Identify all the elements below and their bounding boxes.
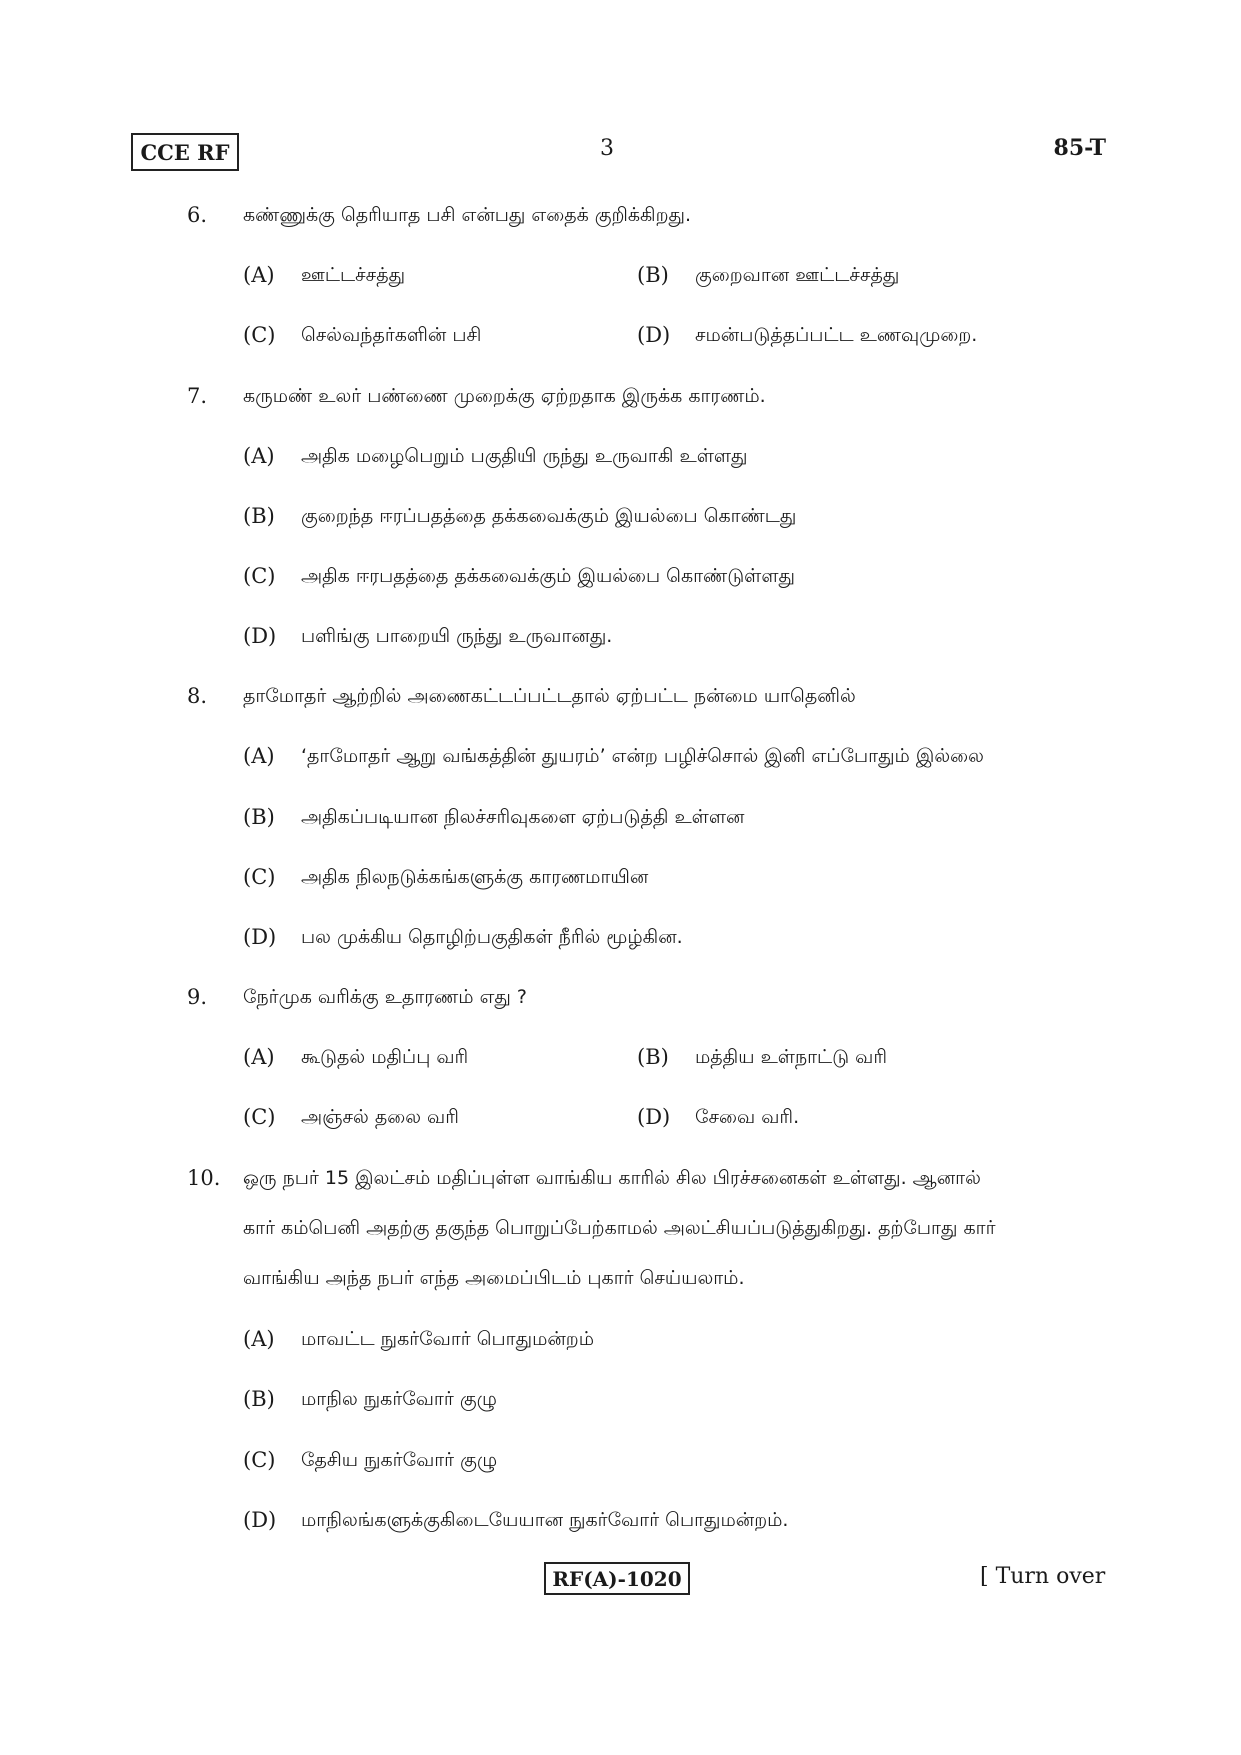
option-text: அதிகப்படியான நிலச்சரிவுகளை ஏற்படுத்தி உள்ளன xyxy=(301,806,745,828)
option-label: (D) xyxy=(637,1105,671,1129)
option-text: குறைந்த ஈரப்பதத்தை தக்கவைக்கும் இயல்பை கொண்டது xyxy=(301,505,797,527)
option-text: பல முக்கிய தொழிற்பகுதிகள் நீரில் மூழ்கின. xyxy=(301,926,683,948)
option-label: (C) xyxy=(243,323,276,347)
option-text: செல்வந்தர்களின் பசி xyxy=(301,324,482,346)
option-text: மத்திய உள்நாட்டு வரி xyxy=(695,1046,888,1068)
option-text: அதிக மழைபெறும் பகுதியி ருந்து உருவாகி உள்ளது xyxy=(301,445,748,467)
option-label: (A) xyxy=(243,263,275,287)
question-text: கருமண் உலர் பண்ணை முறைக்கு ஏற்றதாக இருக்க காரணம். xyxy=(243,385,766,407)
question-text: தாமோதர் ஆற்றில் அணைகட்டப்பட்டதால் ஏற்பட்ட நன்மை யாதெனில் xyxy=(243,685,856,707)
question-number: 9. xyxy=(187,985,208,1009)
option-label: (C) xyxy=(243,1105,276,1129)
option-text: மாவட்ட நுகர்வோர் பொதுமன்றம் xyxy=(301,1328,595,1350)
option-text: கூடுதல் மதிப்பு வரி xyxy=(301,1046,469,1068)
option-text: ‘தாமோதர் ஆறு வங்கத்தின் துயரம்’ என்ற பழிச்சொல் இனி எப்போதும் இல்லை xyxy=(301,745,984,767)
option-label: (D) xyxy=(637,323,671,347)
question-number: 6. xyxy=(187,203,208,227)
option-label: (B) xyxy=(243,805,275,829)
option-label: (C) xyxy=(243,1448,276,1472)
option-text: ஊட்டச்சத்து xyxy=(301,264,406,286)
question-number: 8. xyxy=(187,684,208,708)
option-text: அஞ்சல் தலை வரி xyxy=(301,1106,459,1128)
option-text: மாநிலங்களுக்குகிடையேயான நுகர்வோர் பொதுமன்றம். xyxy=(301,1509,789,1531)
question-number: 7. xyxy=(187,384,208,408)
question-text-line: கார் கம்பெனி அதற்கு தகுந்த பொறுப்பேற்காமல் அலட்சியப்படுத்துகிறது. தற்போது கார் xyxy=(243,1217,996,1239)
option-text: மாநில நுகர்வோர் குழு xyxy=(301,1388,497,1410)
option-label: (D) xyxy=(243,925,277,949)
question-text-line: வாங்கிய அந்த நபர் எந்த அமைப்பிடம் புகார் செய்யலாம். xyxy=(243,1267,745,1289)
option-label: (B) xyxy=(243,1387,275,1411)
question-text: நேர்முக வரிக்கு உதாரணம் எது ? xyxy=(243,986,528,1008)
option-text: குறைவான ஊட்டச்சத்து xyxy=(695,264,900,286)
option-label: (B) xyxy=(243,504,275,528)
option-text: தேசிய நுகர்வோர் குழு xyxy=(301,1449,498,1471)
page-number: 3 xyxy=(600,136,614,161)
option-text: சேவை வரி. xyxy=(695,1106,800,1128)
option-label: (C) xyxy=(243,564,276,588)
option-label: (D) xyxy=(243,1508,277,1532)
option-text: அதிக ஈரபதத்தை தக்கவைக்கும் இயல்பை கொண்டுள்ளது xyxy=(301,565,795,587)
question-number: 10. xyxy=(187,1166,221,1190)
option-label: (B) xyxy=(637,263,669,287)
option-label: (A) xyxy=(243,444,275,468)
question-text: கண்ணுக்கு தெரியாத பசி என்பது எதைக் குறிக்கிறது. xyxy=(243,204,692,226)
paper-code: 85-T xyxy=(1053,135,1106,161)
option-text: சமன்படுத்தப்பட்ட உணவுமுறை. xyxy=(695,324,978,346)
option-text: பளிங்கு பாறையி ருந்து உருவானது. xyxy=(301,625,613,647)
option-label: (A) xyxy=(243,1045,275,1069)
option-label: (A) xyxy=(243,744,275,768)
option-label: (B) xyxy=(637,1045,669,1069)
turn-over-label: [ Turn over xyxy=(980,1564,1106,1589)
header-left-code: CCE RF xyxy=(131,133,239,171)
footer-code: RF(A)-1020 xyxy=(544,1562,690,1595)
question-text-line: ஒரு நபர் 15 இலட்சம் மதிப்புள்ள வாங்கிய காரில் சில பிரச்சனைகள் உள்ளது. ஆனால் xyxy=(243,1167,981,1189)
option-label: (C) xyxy=(243,865,276,889)
option-label: (D) xyxy=(243,624,277,648)
option-label: (A) xyxy=(243,1327,275,1351)
option-text: அதிக நிலநடுக்கங்களுக்கு காரணமாயின xyxy=(301,866,649,888)
